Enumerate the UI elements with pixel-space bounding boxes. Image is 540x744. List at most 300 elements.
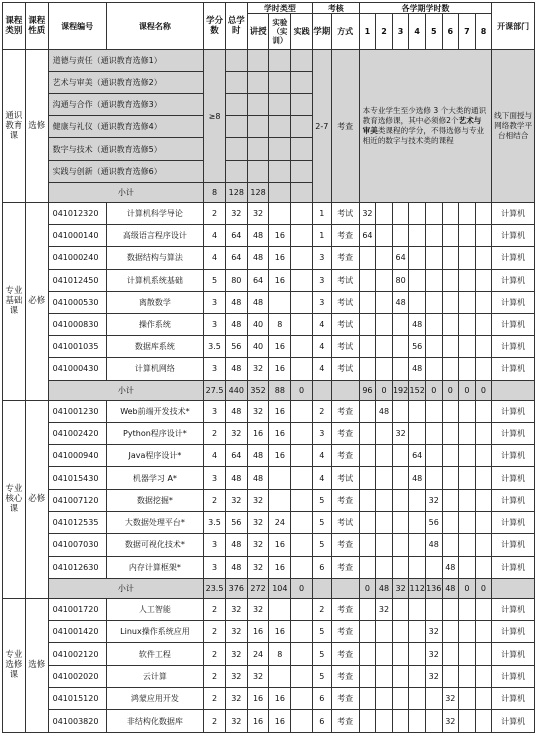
course-method: 考查: [331, 710, 359, 732]
section-category: 通识教育课: [3, 50, 26, 203]
course-credits: 2: [204, 598, 226, 620]
course-code: 041000240: [48, 247, 106, 269]
table-cell: [269, 138, 291, 161]
subtotal-weekly-hours: 112: [409, 578, 426, 598]
course-weekly-hours: [459, 422, 476, 444]
course-practice: 8: [269, 313, 291, 335]
course-weekly-hours: [442, 313, 459, 335]
section-category: 专业核心课: [3, 400, 26, 598]
course-semester: 4: [312, 445, 331, 467]
course-row: [3, 269, 535, 291]
header-practice: 实验（实训）: [269, 14, 291, 50]
subtotal-lecture: 352: [247, 380, 269, 400]
subtotal-credits: 23.5: [204, 578, 226, 598]
section-nature: 必修: [25, 203, 48, 401]
course-weekly-hours: [359, 313, 376, 335]
course-weekly-hours: [376, 665, 393, 687]
course-hours: 48: [225, 291, 247, 313]
course-training: [291, 291, 313, 313]
course-practice: 16: [269, 422, 291, 444]
header-lecture: 讲授: [247, 14, 269, 50]
course-name: 云计算: [106, 665, 203, 687]
course-name: Java程序设计*: [106, 445, 203, 467]
course-weekly-hours: [376, 489, 393, 511]
course-weekly-hours: [425, 358, 442, 380]
course-weekly-hours: [392, 643, 409, 665]
table-cell: [225, 72, 247, 94]
subtotal-label: 小计: [48, 183, 204, 203]
course-weekly-hours: [425, 269, 442, 291]
course-weekly-hours: [442, 247, 459, 269]
course-weekly-hours: [475, 643, 492, 665]
subtotal-weekly-hours: 0: [359, 578, 376, 598]
course-dept: 计算机: [492, 556, 535, 578]
header-sem-6: 6: [442, 14, 459, 50]
course-weekly-hours: [475, 534, 492, 556]
course-lecture: 16: [247, 688, 269, 710]
course-name: 机器学习 A*: [106, 467, 203, 489]
course-name: 软件工程: [106, 643, 203, 665]
course-lecture: 48: [247, 247, 269, 269]
elective-note-text: 本专业学生至少选修 3 个大类的通识教育选修课，其中必须修2个: [362, 106, 487, 125]
course-weekly-hours: [392, 621, 409, 643]
course-weekly-hours: 64: [359, 225, 376, 247]
course-name: 计算机系统基础: [106, 269, 203, 291]
course-name: 操作系统: [106, 313, 203, 335]
table-cell: [291, 116, 313, 138]
table-cell: [291, 183, 313, 203]
course-row: [3, 489, 535, 511]
course-dept: 计算机: [492, 422, 535, 444]
course-hours: 48: [225, 467, 247, 489]
course-weekly-hours: [359, 291, 376, 313]
subtotal-weekly-hours: 0: [425, 380, 442, 400]
course-row: [3, 534, 535, 556]
course-semester: 4: [312, 336, 331, 358]
course-method: 考试: [331, 269, 359, 291]
subtotal-weekly-hours: 0: [475, 578, 492, 598]
course-name: 非结构化数据库: [106, 710, 203, 732]
elective-row: [3, 50, 535, 72]
course-credits: 3.5: [204, 511, 226, 533]
course-hours: 32: [225, 598, 247, 620]
course-weekly-hours: [392, 688, 409, 710]
course-weekly-hours: 32: [425, 643, 442, 665]
course-weekly-hours: [409, 203, 426, 225]
course-code: 041012450: [48, 269, 106, 291]
course-lecture: 32: [247, 665, 269, 687]
course-method: 考试: [331, 336, 359, 358]
course-practice: 8: [269, 643, 291, 665]
course-weekly-hours: [359, 710, 376, 732]
course-weekly-hours: [359, 422, 376, 444]
course-practice: [269, 467, 291, 489]
table-cell: [225, 161, 247, 183]
course-weekly-hours: [409, 534, 426, 556]
course-credits: 2: [204, 688, 226, 710]
course-code: 041007120: [48, 489, 106, 511]
course-weekly-hours: [409, 422, 426, 444]
table-cell: [291, 161, 313, 183]
course-weekly-hours: [442, 400, 459, 422]
course-hours: 48: [225, 556, 247, 578]
course-weekly-hours: [459, 400, 476, 422]
table-cell: [225, 50, 247, 72]
subtotal-weekly-hours: 0: [459, 578, 476, 598]
course-weekly-hours: [442, 336, 459, 358]
course-practice: 16: [269, 225, 291, 247]
course-method: 考查: [331, 598, 359, 620]
course-weekly-hours: [459, 534, 476, 556]
course-code: 041002120: [48, 643, 106, 665]
course-weekly-hours: [475, 313, 492, 335]
course-lecture: 48: [247, 445, 269, 467]
course-name: Python程序设计*: [106, 422, 203, 444]
course-weekly-hours: [442, 445, 459, 467]
table-cell: [291, 138, 313, 161]
course-dept: 计算机: [492, 534, 535, 556]
table-cell: [291, 94, 313, 116]
course-row: [3, 621, 535, 643]
table-cell: [225, 94, 247, 116]
course-row: [3, 467, 535, 489]
course-lecture: 16: [247, 710, 269, 732]
section-category: 专业选修课: [3, 598, 26, 732]
table-cell: [247, 94, 269, 116]
course-weekly-hours: 48: [409, 358, 426, 380]
course-weekly-hours: [409, 511, 426, 533]
course-weekly-hours: [409, 269, 426, 291]
course-weekly-hours: [376, 621, 393, 643]
course-dept: 计算机: [492, 358, 535, 380]
header-code: 课程编号: [48, 3, 106, 50]
course-weekly-hours: 64: [409, 445, 426, 467]
table-cell: [247, 116, 269, 138]
course-weekly-hours: [392, 225, 409, 247]
course-method: 考查: [331, 688, 359, 710]
course-code: 041001720: [48, 598, 106, 620]
course-credits: 3: [204, 291, 226, 313]
course-credits: 2: [204, 621, 226, 643]
course-weekly-hours: [359, 621, 376, 643]
header-hours: 总学时: [225, 3, 247, 50]
header-sem-5: 5: [425, 14, 442, 50]
subtotal-training: 0: [291, 380, 313, 400]
course-weekly-hours: [425, 313, 442, 335]
subtotal-credits: 8: [204, 183, 226, 203]
course-weekly-hours: 56: [409, 336, 426, 358]
course-dept: 计算机: [492, 598, 535, 620]
course-semester: 2: [312, 400, 331, 422]
course-practice: 16: [269, 400, 291, 422]
course-credits: 3: [204, 467, 226, 489]
course-code: 041000430: [48, 358, 106, 380]
course-practice: 16: [269, 445, 291, 467]
course-weekly-hours: [392, 203, 409, 225]
section-nature: 选修: [25, 50, 48, 203]
course-weekly-hours: [392, 467, 409, 489]
course-training: [291, 445, 313, 467]
course-hours: 80: [225, 269, 247, 291]
table-cell: [225, 116, 247, 138]
course-weekly-hours: [376, 203, 393, 225]
course-weekly-hours: [425, 400, 442, 422]
elective-course-name: 数字与技术（通识教育选修5）: [48, 138, 204, 161]
course-weekly-hours: [425, 336, 442, 358]
course-weekly-hours: [459, 688, 476, 710]
course-weekly-hours: [459, 489, 476, 511]
header-training: 实践: [291, 14, 313, 50]
course-weekly-hours: [442, 665, 459, 687]
course-semester: 5: [312, 534, 331, 556]
section-nature: 必修: [25, 400, 48, 598]
course-method: 考试: [331, 313, 359, 335]
course-weekly-hours: 32: [359, 203, 376, 225]
course-weekly-hours: [459, 269, 476, 291]
course-weekly-hours: [475, 467, 492, 489]
course-lecture: 40: [247, 336, 269, 358]
course-training: [291, 467, 313, 489]
course-code: 041015430: [48, 467, 106, 489]
course-method: 考试: [331, 203, 359, 225]
course-weekly-hours: [376, 358, 393, 380]
course-weekly-hours: [409, 400, 426, 422]
course-weekly-hours: [459, 336, 476, 358]
course-row: [3, 643, 535, 665]
course-weekly-hours: [376, 291, 393, 313]
course-lecture: 32: [247, 489, 269, 511]
section-category: 专业基础课: [3, 203, 26, 401]
course-weekly-hours: [376, 336, 393, 358]
course-practice: 16: [269, 688, 291, 710]
course-row: [3, 225, 535, 247]
course-hours: 32: [225, 688, 247, 710]
course-weekly-hours: [475, 710, 492, 732]
course-weekly-hours: [475, 247, 492, 269]
course-training: [291, 358, 313, 380]
course-lecture: 24: [247, 643, 269, 665]
subtotal-weekly-hours: 32: [392, 578, 409, 598]
course-method: 考查: [331, 400, 359, 422]
course-method: 考查: [331, 665, 359, 687]
course-credits: 4: [204, 225, 226, 247]
course-weekly-hours: 48: [392, 291, 409, 313]
course-hours: 56: [225, 336, 247, 358]
course-weekly-hours: [392, 358, 409, 380]
course-name: 鸿蒙应用开发: [106, 688, 203, 710]
course-semester: 5: [312, 511, 331, 533]
course-semester: 1: [312, 225, 331, 247]
course-credits: 4: [204, 247, 226, 269]
header-sem-4: 4: [409, 14, 426, 50]
course-training: [291, 422, 313, 444]
table-cell: [331, 380, 359, 400]
course-semester: 4: [312, 467, 331, 489]
course-weekly-hours: [409, 643, 426, 665]
header-nature: 课程性质: [25, 3, 48, 50]
course-weekly-hours: [359, 467, 376, 489]
course-row: [3, 710, 535, 732]
course-weekly-hours: [359, 511, 376, 533]
course-dept: 计算机: [492, 336, 535, 358]
course-weekly-hours: [409, 489, 426, 511]
course-weekly-hours: [459, 621, 476, 643]
course-hours: 48: [225, 313, 247, 335]
course-training: [291, 598, 313, 620]
course-weekly-hours: [392, 336, 409, 358]
course-name: 内存计算框架*: [106, 556, 203, 578]
elective-course-name: 健康与礼仪（通识教育选修4）: [48, 116, 204, 138]
course-practice: [269, 665, 291, 687]
course-training: [291, 665, 313, 687]
course-credits: 2: [204, 422, 226, 444]
subtotal-practice: 88: [269, 380, 291, 400]
course-lecture: 32: [247, 511, 269, 533]
course-method: 考查: [331, 489, 359, 511]
course-weekly-hours: [392, 400, 409, 422]
course-hours: 32: [225, 422, 247, 444]
course-dept: 计算机: [492, 643, 535, 665]
course-weekly-hours: [442, 225, 459, 247]
subtotal-label: 小计: [48, 578, 204, 598]
course-weekly-hours: [442, 291, 459, 313]
course-dept: 计算机: [492, 225, 535, 247]
course-weekly-hours: [475, 291, 492, 313]
course-weekly-hours: [359, 358, 376, 380]
course-weekly-hours: [409, 665, 426, 687]
subtotal-weekly-hours: 48: [442, 578, 459, 598]
course-semester: 5: [312, 643, 331, 665]
course-weekly-hours: [442, 358, 459, 380]
course-code: 041000140: [48, 225, 106, 247]
course-weekly-hours: [442, 203, 459, 225]
course-weekly-hours: [425, 225, 442, 247]
course-weekly-hours: [359, 556, 376, 578]
course-dept: 计算机: [492, 688, 535, 710]
course-semester: 5: [312, 621, 331, 643]
subtotal-training: 0: [291, 578, 313, 598]
course-row: [3, 598, 535, 620]
course-weekly-hours: [392, 556, 409, 578]
course-dept: 计算机: [492, 467, 535, 489]
course-weekly-hours: [376, 445, 393, 467]
course-credits: 2: [204, 665, 226, 687]
course-row: [3, 422, 535, 444]
course-code: 041000530: [48, 291, 106, 313]
table-cell: [492, 380, 535, 400]
course-method: 考试: [331, 511, 359, 533]
course-dept: 计算机: [492, 489, 535, 511]
course-weekly-hours: [425, 598, 442, 620]
course-credits: 3: [204, 313, 226, 335]
course-name: 离散数学: [106, 291, 203, 313]
course-dept: 计算机: [492, 400, 535, 422]
table-cell: [269, 94, 291, 116]
course-weekly-hours: [359, 247, 376, 269]
course-name: 大数据处理平台*: [106, 511, 203, 533]
course-weekly-hours: [459, 358, 476, 380]
header-credits: 学分数: [204, 3, 226, 50]
course-weekly-hours: [442, 467, 459, 489]
course-weekly-hours: 32: [425, 489, 442, 511]
course-lecture: 32: [247, 400, 269, 422]
course-weekly-hours: [392, 511, 409, 533]
header-weekly-group: 各学期学时数: [359, 3, 492, 14]
subtotal-credits: 27.5: [204, 380, 226, 400]
course-method: 考查: [331, 247, 359, 269]
course-lecture: 48: [247, 225, 269, 247]
course-dept: 计算机: [492, 313, 535, 335]
course-row: [3, 313, 535, 335]
course-method: 考查: [331, 621, 359, 643]
table-cell: [492, 578, 535, 598]
course-weekly-hours: [425, 688, 442, 710]
header-exam-group: 考核: [312, 3, 359, 14]
course-name: Web前端开发技术*: [106, 400, 203, 422]
course-semester: 3: [312, 247, 331, 269]
course-weekly-hours: [425, 467, 442, 489]
course-practice: 16: [269, 556, 291, 578]
course-dept: 计算机: [492, 710, 535, 732]
course-training: [291, 511, 313, 533]
course-training: [291, 400, 313, 422]
course-code: 041001420: [48, 621, 106, 643]
course-practice: 16: [269, 269, 291, 291]
table-cell: [312, 578, 331, 598]
course-weekly-hours: [442, 422, 459, 444]
course-method: 考查: [331, 643, 359, 665]
course-weekly-hours: [425, 203, 442, 225]
course-credits: 2: [204, 203, 226, 225]
course-hours: 56: [225, 511, 247, 533]
course-weekly-hours: [359, 336, 376, 358]
table-cell: [291, 72, 313, 94]
course-weekly-hours: [475, 358, 492, 380]
table-cell: [247, 161, 269, 183]
course-weekly-hours: 48: [409, 467, 426, 489]
course-credits: 3.5: [204, 336, 226, 358]
elective-course-name: 道德与责任（通识教育选修1）: [48, 50, 204, 72]
table-cell: [247, 138, 269, 161]
course-weekly-hours: [475, 400, 492, 422]
course-weekly-hours: [459, 556, 476, 578]
course-weekly-hours: [376, 688, 393, 710]
course-weekly-hours: 48: [425, 534, 442, 556]
course-weekly-hours: [475, 445, 492, 467]
course-weekly-hours: [392, 710, 409, 732]
course-lecture: 48: [247, 291, 269, 313]
course-code: 041001035: [48, 336, 106, 358]
subtotal-lecture: 272: [247, 578, 269, 598]
course-weekly-hours: 32: [392, 422, 409, 444]
course-dept: 计算机: [492, 665, 535, 687]
course-practice: 24: [269, 511, 291, 533]
course-semester: 2: [312, 598, 331, 620]
course-training: [291, 336, 313, 358]
course-method: 考试: [331, 467, 359, 489]
course-training: [291, 247, 313, 269]
course-weekly-hours: [475, 598, 492, 620]
course-semester: 3: [312, 422, 331, 444]
course-weekly-hours: 32: [442, 688, 459, 710]
course-weekly-hours: [459, 643, 476, 665]
course-weekly-hours: [425, 556, 442, 578]
course-weekly-hours: [425, 247, 442, 269]
course-code: 041000830: [48, 313, 106, 335]
course-weekly-hours: [359, 688, 376, 710]
course-credits: 2: [204, 643, 226, 665]
course-weekly-hours: 48: [376, 400, 393, 422]
